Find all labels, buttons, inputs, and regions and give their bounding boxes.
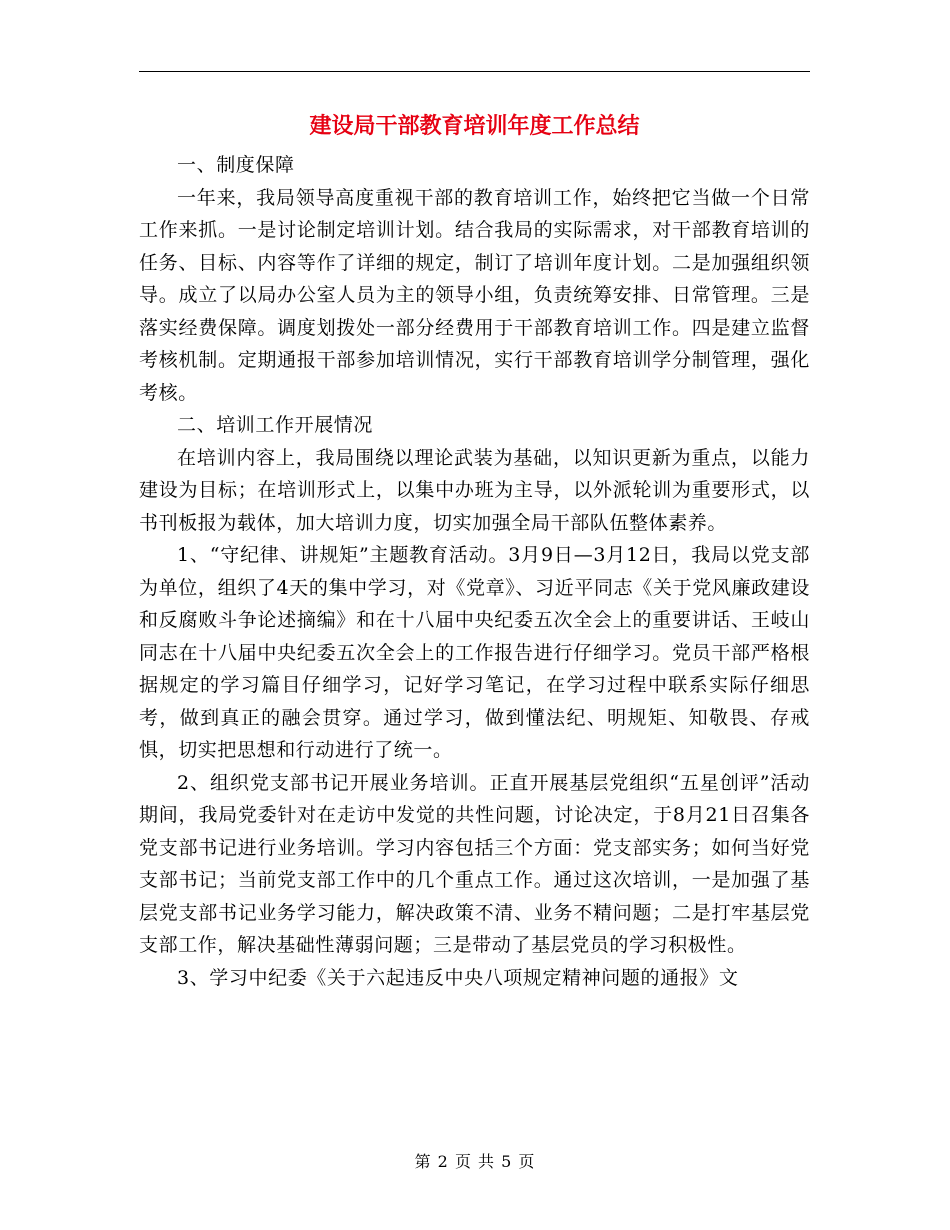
header-rule — [139, 71, 810, 72]
paragraph-section1: 一年来，我局领导高度重视干部的教育培训工作，始终把它当做一个日常工作来抓。一是讨论制定培训计划。结合我局的实际需求，对干部教育培训的任务、目标、内容等作了详细的规定，制订了培训年度计划。二是加强组织领导。成立了以局办公室人员为主的领导小组，负责统筹安排、日常管理。三是落实经费保障。调度划拨处一部分经费用于干部教育培训工作。四是建立监督考核机制。定期通报干部参加培训情况，实行干部教育培训学分制管理，强化考核。 — [139, 186, 810, 404]
section-heading-1: 一、制度保障 — [177, 154, 295, 176]
page-number-footer: 第 2 页 共 5 页 — [414, 1152, 536, 1171]
paragraph-item-2: 2、组织党支部书记开展业务培训。正直开展基层党组织“五星创评”活动期间，我局党委针对在走访中发觉的共性问题，讨论决定，于8月21日召集各党支部书记进行业务培训。学习内容包括三个方面：党支部实务；如何当好党支部书记；当前党支部工作中的几个重点工作。通过这次培训，一是加强了基层党支部书记业务学习能力，解决政策不清、业务不精问题；二是打牢基层党支部工作，解决基础性薄弱问题；三是带动了基层党员的学习积极性。 — [139, 771, 810, 956]
section-heading-2: 二、培训工作开展情况 — [177, 414, 374, 436]
paragraph-section2-intro: 在培训内容上，我局围绕以理论武装为基础，以知识更新为重点，以能力建设为目标；在培训形式上，以集中办班为主导，以外派轮训为重要形式，以书刊板报为载体，加大培训力度，切实加强全局干部队伍整体素养。 — [139, 446, 810, 534]
paragraph-item-3: 3、学习中纪委《关于六起违反中央八项规定精神问题的通报》文 — [177, 966, 739, 989]
paragraph-item-1: 1、“守纪律、讲规矩”主题教育活动。3月9日—3月12日，我局以党支部为单位，组织了4天的集中学习，对《党章》、习近平同志《关于党风廉政建设和反腐败斗争论述摘编》和在十八届中央纪委五次全会上的重要讲话、王岐山同志在十八届中央纪委五次全会上的工作报告进行仔细学习。党员干部严格根据规定的学习篇目仔细学习，记好学习笔记，在学习过程中联系实际仔细思考，做到真正的融会贯穿。通过学习，做到懂法纪、明规矩、知敬畏、存戒惧，切实把思想和行动进行了统一。 — [139, 544, 810, 761]
document-body — [139, 149, 810, 994]
document-title: 建设局干部教育培训年度工作总结 — [309, 113, 640, 139]
